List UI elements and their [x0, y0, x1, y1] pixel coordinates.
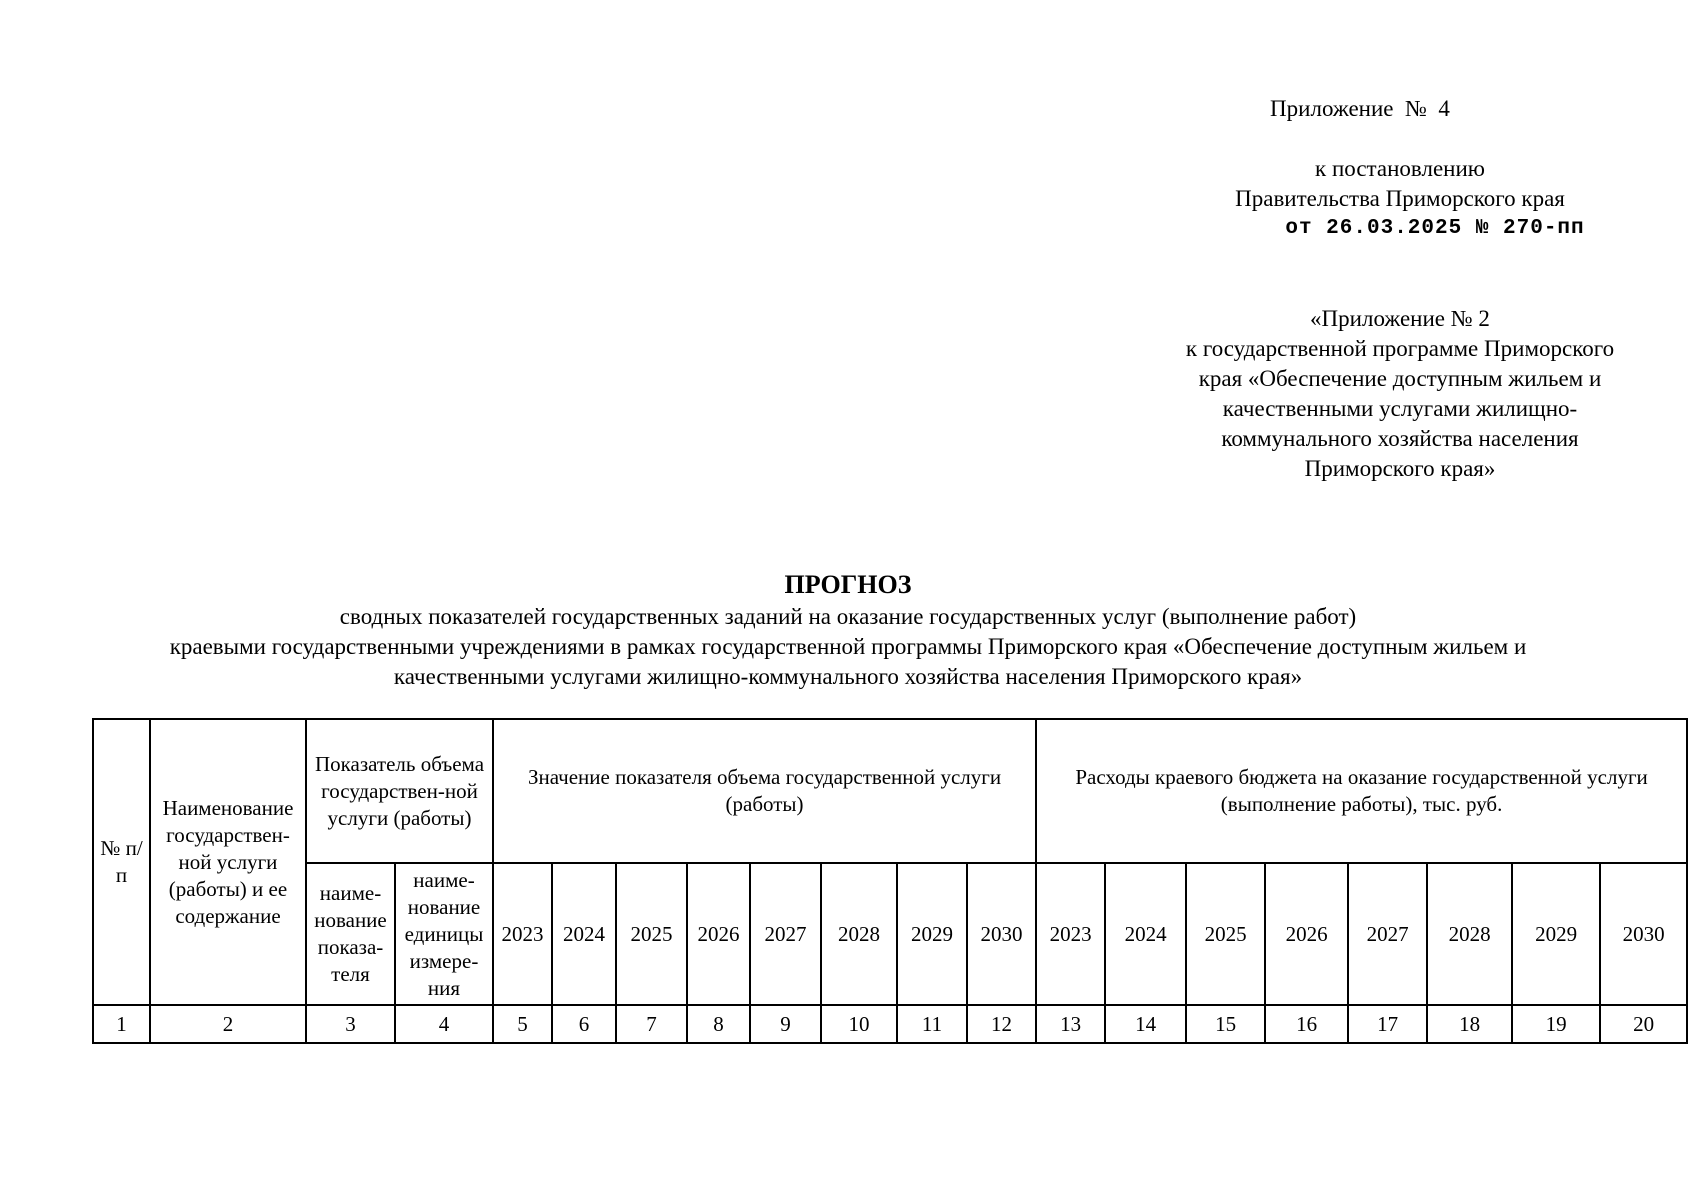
column-number: 4 [395, 1005, 493, 1043]
column-number: 18 [1427, 1005, 1512, 1043]
appendix-title [1240, 94, 1480, 124]
column-number: 2 [150, 1005, 306, 1043]
header-value-year: 2027 [750, 863, 821, 1005]
column-number: 8 [687, 1005, 750, 1043]
header-value-year: 2026 [687, 863, 750, 1005]
resolution-reference [1160, 154, 1640, 244]
program-ref-line-5: коммунального хозяйства населения [1221, 426, 1579, 451]
header-value-year: 2028 [821, 863, 897, 1005]
column-number: 9 [750, 1005, 821, 1043]
header-row-subcolumns [93, 863, 1687, 1005]
header-value-year: 2023 [493, 863, 552, 1005]
resolution-date-number: от 26.03.2025 № 270-пп [1285, 217, 1585, 240]
header-service-name: Наименование государствен-ной услуги (работы) и ее содержание [150, 719, 306, 1005]
column-number: 1 [93, 1005, 150, 1043]
header-unit-name: наиме-нование единицы измере-ния [395, 863, 493, 1005]
program-ref-line-3: края «Обеспечение доступным жильем и [1198, 366, 1602, 391]
header-indicator-group: Показатель объема государствен-ной услуги (работы) [306, 719, 493, 863]
header-value-year: 2029 [897, 863, 967, 1005]
appendix-number: Приложение № 4 [1270, 96, 1450, 121]
program-reference [1140, 304, 1660, 484]
column-number: 6 [552, 1005, 616, 1043]
forecast-table [92, 718, 1688, 1044]
header-expense-year: 2027 [1348, 863, 1427, 1005]
program-ref-line-1: «Приложение № 2 [1310, 306, 1490, 331]
resolution-line-1: к постановлению [1315, 156, 1485, 181]
column-number: 13 [1036, 1005, 1105, 1043]
header-expense-year: 2029 [1512, 863, 1600, 1005]
header-indicator-name: наиме-нование показа-теля [306, 863, 395, 1005]
header-value-year: 2025 [616, 863, 687, 1005]
resolution-line-2: Правительства Приморского края [1235, 186, 1565, 211]
subtitle-line-3: качественными услугами жилищно-коммунального хозяйства населения Приморского края» [393, 664, 1303, 689]
column-number: 14 [1105, 1005, 1186, 1043]
column-number: 5 [493, 1005, 552, 1043]
column-number: 7 [616, 1005, 687, 1043]
column-number: 10 [821, 1005, 897, 1043]
header-expense-year: 2024 [1105, 863, 1186, 1005]
header-value-year: 2024 [552, 863, 616, 1005]
column-numbers-row [93, 1005, 1687, 1043]
header-number: № п/п [93, 719, 150, 1005]
header-expense-year: 2023 [1036, 863, 1105, 1005]
header-expense-year: 2030 [1600, 863, 1687, 1005]
column-number: 20 [1600, 1005, 1687, 1043]
header-values-group: Значение показателя объема государственной услуги (работы) [493, 719, 1036, 863]
header-row-groups [93, 719, 1687, 863]
subtitle-line-1: сводных показателей государственных заданий на оказание государственных услуг (выполнение работ) [339, 604, 1357, 629]
header-expense-year: 2025 [1186, 863, 1265, 1005]
column-number: 3 [306, 1005, 395, 1043]
header-expenses-group: Расходы краевого бюджета на оказание государственной услуги (выполнение работы), тыс. руб. [1036, 719, 1687, 863]
document-subtitle [60, 602, 1636, 692]
column-number: 15 [1186, 1005, 1265, 1043]
document-title: ПРОГНОЗ [784, 570, 912, 599]
program-ref-line-2: к государственной программе Приморского [1185, 336, 1615, 361]
column-number: 17 [1348, 1005, 1427, 1043]
program-ref-line-6: Приморского края» [1304, 456, 1496, 481]
program-ref-line-4: качественными услугами жилищно- [1222, 396, 1578, 421]
header-expense-year: 2028 [1427, 863, 1512, 1005]
column-number: 16 [1265, 1005, 1348, 1043]
column-number: 12 [967, 1005, 1036, 1043]
header-value-year: 2030 [967, 863, 1036, 1005]
subtitle-line-2: краевыми государственными учреждениями в рамках государственной программы Приморского края «Обеспечение доступным жильем и [169, 634, 1527, 659]
header-expense-year: 2026 [1265, 863, 1348, 1005]
column-number: 11 [897, 1005, 967, 1043]
column-number: 19 [1512, 1005, 1600, 1043]
